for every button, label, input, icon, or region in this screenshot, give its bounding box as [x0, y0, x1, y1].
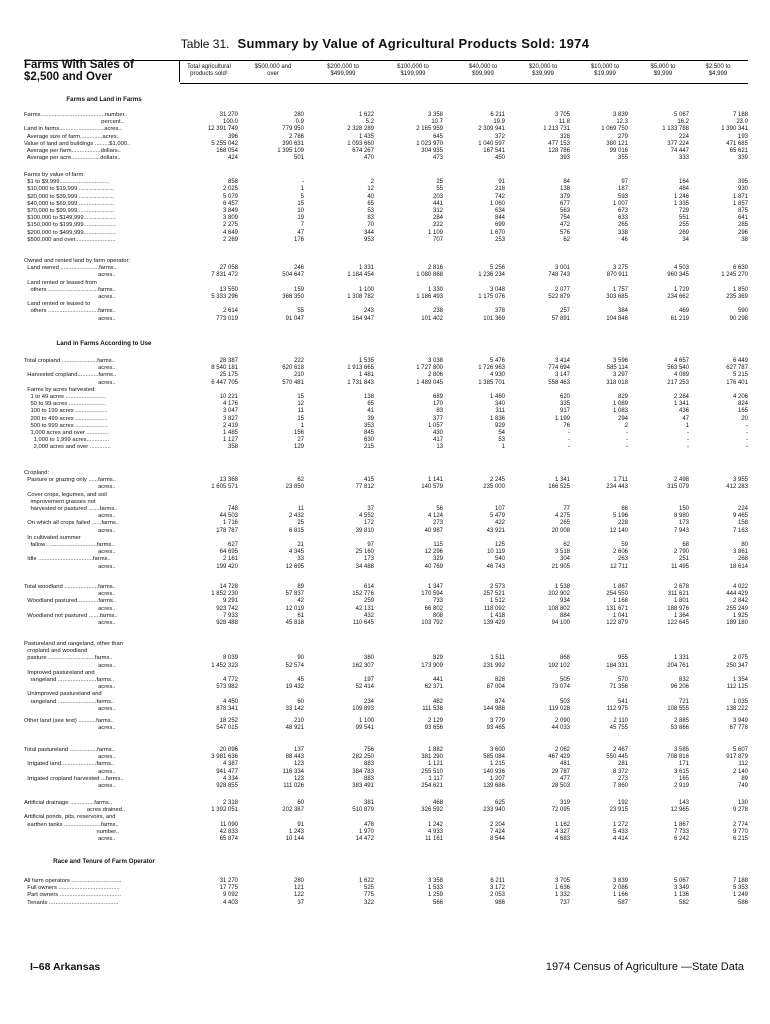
block-woodland-stub: Total woodland .....................farms.. acres.. Woodland pastured.............farms.. acres.. Woodland not pastured .......farms.. acres..: [24, 584, 118, 627]
block-operators-col-5k: 5 067 3 349 1 136 582: [673, 878, 689, 906]
block-cropland-use-col-10k: 1 711 234 443 86 5 196 228 12 140 59 2 606 263 12 711: [606, 477, 628, 570]
table-title: [0, 36, 770, 51]
block-drainage-col-2500: 130 9 278 2 774 9 770 6 215: [732, 800, 748, 843]
block-cropland-use-stub: Cropland: Pasture or grazing only ......farms.. acres.. Cover crops, legumes, and soil improvement grasses not harvested or pastured .......farms.. acres.. On which all crops failed ......farms.. acres.. In cultivated summer fallow ...............................farms.. acres.. Idle ..................................farms.. acres..: [24, 470, 120, 570]
column-header-2500-4999: $2,500 to $4,999: [705, 64, 731, 77]
block-farms-col-10k: 3 839 12.3 1 069 750 279 380 121 99 016 355: [601, 112, 628, 162]
block-drainage-col-20k: 319 72 095 1 162 4 327 4 683: [551, 800, 570, 843]
block-value-col-500k: - 1 5 15 10 19 7 47 176: [293, 179, 304, 243]
block-cropland-col-20k: 3 414 774 694 3 147 558 463 620 335 917 1 199 76 - - -: [548, 358, 570, 451]
block-rangeland-col-500k: 90 52 574 45 19 432 60 33 142: [285, 655, 304, 712]
block-cropland-col-100k: 3 038 1 727 800 2 806 1 489 045 689 170 83 377 1 057 430 417 13: [416, 358, 443, 451]
block-cropland-use-col-total: 13 368 1 605 571 748 44 503 1 716 178 787 627 64 695 2 161 199 420: [211, 477, 238, 570]
block-farms-col-2500: 7 188 23.0 1 390 341 193 471 685 65 621 339: [721, 112, 748, 162]
block-other-land-col-10k: 2 110 45 755: [609, 718, 628, 732]
block-irrigation-col-100k: 1 882 381 290 1 121 255 510 1 117 254 621: [421, 747, 443, 790]
block-rangeland-stub: Pastureland and rangeland, other than cropland and woodland pasture .............................farms.. acres.. Improved pastureland and rangeland ........................farms.. acres.. Unimproved pastureland and rangeland ........................farms.. acres..: [24, 641, 123, 712]
column-header-40k-99k: $40,000 to $99,999: [468, 64, 498, 77]
block-woodland-col-40k: 2 573 257 521 1 512 118 092 1 418 139 429: [483, 584, 505, 627]
block-irrigation-col-total: 20 096 3 981 636 4 387 941 477 4 334 928 855: [211, 747, 238, 790]
block-value-col-5k: 164 484 1 246 1 335 729 551 255 269 34: [673, 179, 689, 243]
block-farms-col-40k: 6 211 19.9 2 309 941 372 1 040 597 167 541 450: [478, 112, 505, 162]
block-drainage-col-40k: 625 233 940 2 204 7 424 8 544: [483, 800, 505, 843]
block-cropland-col-5k: 4 657 563 540 4 089 217 253 2 264 1 341 436 47 1 - - -: [667, 358, 689, 451]
block-operators-col-20k: 3 705 1 636 1 332 737: [554, 878, 570, 906]
block-cropland-use-col-500k: 62 23 850 11 2 432 25 6 815 21 4 345 33 12 695: [285, 477, 304, 570]
page-footer-right: 1974 Census of Agriculture —State Data: [545, 961, 744, 973]
block-value-col-20k: 84 138 379 677 563 754 472 576 62: [559, 179, 570, 243]
block-cropland-use-col-2500: 3 955 412 283 224 9 465 158 7 163 80 3 861 268 18 614: [726, 477, 748, 570]
block-tenure-land-col-total: 27 058 7 831 472 13 550 5 333 296 2 614 773 019: [211, 265, 238, 322]
column-separator: [179, 60, 180, 82]
block-irrigation-col-20k: 2 062 467 429 481 29 787 477 28 503: [548, 747, 570, 790]
block-drainage-col-200k: 381 510 879 478 1 970 14 472: [352, 800, 374, 843]
block-tenure-land-col-100k: 2 816 1 080 868 1 330 1 186 493 238 101 402: [416, 265, 443, 322]
block-other-land-col-20k: 2 090 44 033: [551, 718, 570, 732]
block-woodland-col-200k: 614 152 776 259 42 131 432 110 645: [352, 584, 374, 627]
block-irrigation-col-5k: 3 585 708 816 171 3 615 165 2 919: [667, 747, 689, 790]
block-tenure-land-col-2500: 6 630 1 245 270 1 850 235 369 590 90 298: [721, 265, 748, 322]
block-farms-col-total: 31 270 100.0 12 391 749 396 5 255 042 168 054 424: [207, 112, 238, 162]
block-rangeland-col-40k: 1 511 231 992 828 87 004 874 144 988: [483, 655, 505, 712]
block-drainage-col-total: 2 318 1 392 051 11 090 42 833 65 874: [211, 800, 238, 843]
block-operators-col-100k: 3 358 1 533 1 259 566: [427, 878, 443, 906]
block-operators-col-10k: 3 839 2 086 1 166 587: [612, 878, 628, 906]
block-woodland-col-500k: 89 57 837 42 12 019 61 45 818: [285, 584, 304, 627]
block-tenure-land-stub: Owned and rented land by farm operator: Land owned ........................farms.. acres.. Land rented or leased from others ...............................farms.. acres.. Land rented or leased to others ...............................farms.. acres..: [24, 258, 131, 322]
block-value-col-40k: 91 218 742 1 060 634 844 699 1 670 253: [489, 179, 505, 243]
column-header-20k-39k: $20,000 to $39,999: [528, 64, 558, 77]
block-farms-col-20k: 3 705 11.8 1 213 731 328 477 153 128 786 393: [543, 112, 570, 162]
stub-heading-line1: Farms With Sales of: [24, 59, 134, 71]
block-other-land-col-2500: 3 949 67 778: [729, 718, 748, 732]
block-operators-stub: All farm operators ............................... Full owners ...................................... Part owners ...................................... Tenants ...........................................: [24, 878, 122, 906]
block-other-land-stub: Other land (see text) ...........farms.. acres..: [24, 718, 116, 732]
block-rangeland-col-5k: 1 331 204 761 832 96 206 721 108 555: [667, 655, 689, 712]
column-header-total: Total agricultural products sold¹: [187, 64, 231, 77]
block-rangeland-col-total: 8 039 1 452 323 4 772 573 982 4 450 878 341: [211, 655, 238, 712]
block-other-land-col-total: 18 252 547 015: [216, 718, 238, 732]
block-woodland-col-2500: 4 022 444 429 2 842 255 249 1 925 189 180: [726, 584, 748, 627]
column-header-10k-19k: $10,000 to $19,999: [590, 64, 620, 77]
block-drainage-col-100k: 468 326 592 1 242 4 933 11 161: [421, 800, 443, 843]
block-drainage-stub: Artificial drainage ...............farms.. acres drained.. Artificial ponds, pits, reservoirs, and earthen tanks .......................farms.. number.. acres..: [24, 800, 126, 843]
block-drainage-col-500k: 60 202 387 91 1 243 10 144: [282, 800, 304, 843]
block-tenure-land-col-20k: 3 001 748 743 2 077 522 879 257 57 891: [548, 265, 570, 322]
column-header-5k-9k: $5,000 to $9,999: [650, 64, 676, 77]
block-operators-col-200k: 1 622 525 775 322: [358, 878, 374, 906]
block-value-stub: Farms by value of farm: $1 to $9,999............................... $10,000 to $19,999....................... $20,000 to $39,999....................... $40,000 to $69,999....................... $70,000 to $99,999....................... $100,000 to $149,999.................... $150,000 to $199,999.................... $200,000 to $499,999.................... $500,000 and over.........................: [24, 172, 116, 243]
block-cropland-col-40k: 5 476 1 726 963 4 930 1 385 701 1 460 340 311 1 836 929 54 53 1: [478, 358, 505, 451]
block-farms-stub: Farms........................................number.. percent.. Land in farms............................acres.. Average size of farm..............acres.. Value of land and buildings .........$1,000.. Average per farm..................dollars.. Average per acre..................dollars..: [24, 112, 131, 162]
block-operators-col-2500: 7 188 5 353 1 249 586: [732, 878, 748, 906]
block-rangeland-col-2500: 2 075 250 347 1 354 112 125 1 035 138 222: [726, 655, 748, 712]
block-operators-col-500k: 280 121 122 37: [293, 878, 304, 906]
block-value-col-10k: 97 187 593 1 007 673 633 265 338 46: [612, 179, 628, 243]
block-rangeland-col-10k: 955 184 331 570 71 356 541 112 975: [606, 655, 628, 712]
block-tenure-land-col-10k: 3 275 870 911 1 757 303 685 384 104 846: [606, 265, 628, 322]
block-woodland-col-20k: 1 538 202 902 934 108 802 884 94 100: [548, 584, 570, 627]
block-cropland-stub: Total cropland ......................farms.. acres.. Harvested cropland.............farms.. acres.. Farms by acres harvested: 1 to 49 acres ......................... 50 to 99 acres ....................... 100 to 199 acres .................... 200 to 499 acres .................... 500 to 999 acres .................... 1,000 acres and over .............. 1,000 to 1,999 acres.............. 2,000 acres and over .............: [24, 358, 117, 451]
page-footer-left: I–68 Arkansas: [30, 961, 101, 973]
block-drainage-col-5k: 143 12 965 1 867 7 733 6 242: [670, 800, 689, 843]
block-cropland-use-col-40k: 2 245 235 000 107 5 479 422 43 921 125 10 119 540 46 743: [483, 477, 505, 570]
section-heading-land-use: Land in Farms According to Use: [56, 340, 152, 347]
block-irrigation-col-40k: 3 600 585 084 1 215 140 936 1 207 139 686: [483, 747, 505, 790]
block-cropland-use-col-200k: 415 77 812 37 4 552 172 39 810 97 25 160 173 34 488: [355, 477, 374, 570]
block-other-land-col-40k: 3 779 93 465: [486, 718, 505, 732]
block-other-land-col-100k: 2 129 93 656: [424, 718, 443, 732]
block-other-land-col-5k: 2 885 53 866: [670, 718, 689, 732]
block-cropland-col-200k: 1 535 1 913 665 1 481 1 731 843 138 65 41 39 353 845 630 215: [347, 358, 374, 451]
section-heading-race-tenure: Race and Tenure of Farm Operator: [53, 858, 155, 865]
block-cropland-use-col-5k: 2 498 315 079 150 8 980 173 7 943 68 2 790 251 11 495: [667, 477, 689, 570]
block-cropland-col-total: 28 387 8 540 181 25 175 6 447 705 10 221 4 176 3 047 3 827 2 419 1 485 1 127 358: [211, 358, 238, 451]
block-value-col-total: 858 2 025 5 079 6 457 3 849 3 809 2 275 4 649 2 269: [222, 179, 238, 243]
block-value-col-2500: 395 930 1 871 1 857 875 641 285 296 38: [732, 179, 748, 243]
block-cropland-use-col-20k: 1 341 166 525 77 4 275 265 20 008 62 3 518 304 21 905: [548, 477, 570, 570]
table-title-text: Summary by Value of Agricultural Products Sold: 1974: [237, 36, 590, 51]
block-irrigation-col-2500: 5 607 917 879 112 2 140 89 749: [726, 747, 748, 790]
section-heading-farms-land: Farms and Land in Farms: [66, 96, 142, 103]
block-rangeland-col-100k: 829 173 909 441 62 371 482 111 538: [421, 655, 443, 712]
column-header-500k-over: $500,000 and over: [254, 64, 292, 77]
block-cropland-use-col-100k: 1 141 140 579 56 4 124 273 40 987 115 12 296 329 40 769: [421, 477, 443, 570]
block-rangeland-col-200k: 380 162 307 197 52 414 234 109 893: [352, 655, 374, 712]
block-cropland-col-10k: 3 596 585 114 3 297 318 018 829 1 089 1 083 294 2 - - -: [606, 358, 628, 451]
block-operators-col-40k: 6 211 3 172 2 053 986: [489, 878, 505, 906]
block-tenure-land-col-5k: 4 503 960 345 1 729 234 662 469 61 219: [667, 265, 689, 322]
block-irrigation-col-200k: 756 282 250 883 384 783 883 383 491: [352, 747, 374, 790]
block-irrigation-stub: Total pastureland .................farms.. acres.. Irrigated land......................farms.. acres.. Irrigated cropland harvested ...farms.. acres..: [24, 747, 124, 790]
block-farms-col-100k: 3 358 10.7 2 165 959 645 1 023 970 304 935 473: [416, 112, 443, 162]
block-cropland-col-500k: 222 620 618 210 570 481 15 12 11 15 1 156 27 129: [282, 358, 304, 451]
block-value-col-200k: 2 12 40 65 53 83 70 344 953: [363, 179, 374, 243]
column-header-200k-499k: $200,000 to $499,999: [327, 64, 359, 77]
block-tenure-land-col-500k: 246 504 647 159 366 350 55 91 047: [282, 265, 304, 322]
block-cropland-col-2500: 6 449 627 787 5 215 176 401 4 206 824 165 20 - - - -: [726, 358, 748, 451]
block-tenure-land-col-200k: 1 331 1 184 454 1 100 1 308 782 243 164 947: [347, 265, 374, 322]
block-other-land-col-200k: 1 100 99 541: [355, 718, 374, 732]
stub-heading: [24, 59, 174, 83]
block-irrigation-col-10k: 2 467 550 445 281 8 372 273 7 860: [606, 747, 628, 790]
block-rangeland-col-20k: 868 192 102 505 73 074 503 119 028: [548, 655, 570, 712]
column-header-100k-199k: $100,000 to $199,999: [397, 64, 429, 77]
block-operators-col-total: 31 270 17 775 9 092 4 403: [219, 878, 238, 906]
header-rule-bottom: [180, 83, 748, 84]
block-drainage-col-10k: 192 23 915 1 272 5 433 4 414: [609, 800, 628, 843]
block-woodland-col-5k: 2 678 311 621 1 801 188 976 1 364 122 645: [667, 584, 689, 627]
table-number: Table 31.: [180, 37, 230, 51]
block-irrigation-col-500k: 137 88 443 123 116 334 123 111 026: [282, 747, 304, 790]
stub-heading-line2: $2,500 and Over: [24, 71, 113, 83]
block-farms-col-500k: 280 0.9 779 950 2 786 390 631 1 395 109 501: [277, 112, 304, 162]
block-tenure-land-col-40k: 5 256 1 236 234 3 048 1 175 076 378 101 369: [478, 265, 505, 322]
block-farms-col-200k: 1 622 5.2 2 328 289 1 435 1 093 660 674 267 470: [347, 112, 374, 162]
block-farms-col-5k: 5 067 16.2 1 133 788 224 377 224 74 447 333: [662, 112, 689, 162]
block-woodland-col-100k: 1 347 170 594 733 66 802 808 103 792: [421, 584, 443, 627]
block-other-land-col-500k: 210 48 921: [285, 718, 304, 732]
block-value-col-100k: 25 55 203 441 312 284 222 1 109 707: [427, 179, 443, 243]
block-woodland-col-total: 14 728 1 852 230 9 291 923 742 7 933 928 488: [211, 584, 238, 627]
block-woodland-col-10k: 1 867 254 550 1 168 131 671 1 041 122 879: [606, 584, 628, 627]
